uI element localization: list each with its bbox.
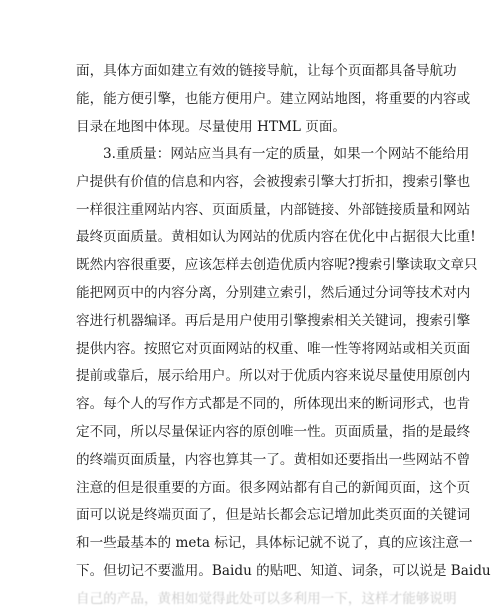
paragraph-2-line: 3.重质量：网站应当具有一定的质量，如果一个网站不能给用	[103, 146, 470, 162]
paragraph-1	[76, 58, 471, 141]
paragraph-2-line: 自己的产品，黄相如觉得此处可以多利用一下，这样才能够说明	[76, 590, 457, 607]
paragraph-2-line: 注意的但是很重要的方面。很多网站都有自己的新闻页面，这个页	[76, 479, 471, 496]
paragraph-2-line: 容。每个人的写作方式都是不同的，所体现出来的断词形式，也肯	[76, 396, 471, 413]
paragraph-1-line: 面，具体方面如建立有效的链接导航，让每个页面都具备导航功	[76, 63, 457, 79]
paragraph-2-line: 面可以说是终端页面了，但是站长都会忘记增加此类页面的关键词	[76, 507, 471, 524]
paragraph-2-line: 和一些最基本的 meta 标记，具体标记就不说了，真的应该注意一	[76, 535, 473, 552]
paragraph-1-line: 能，能方便引擎，也能方便用户。建立网站地图，将重要的内容或	[76, 90, 471, 107]
paragraph-2	[76, 141, 491, 614]
paragraph-2-line: 最终页面质量。黄相如认为网站的优质内容在优化中占据很大比重!	[76, 229, 476, 246]
paragraph-2-line: 的终端页面质量，内容也算其一了。黄相如还要指出一些网站不曾	[76, 451, 471, 468]
paragraph-2-line: 一样很注重网站内容、页面质量，内部链接、外部链接质量和网站	[76, 201, 471, 218]
paragraph-2-line: 下。但切记不要滥用。Baidu 的贴吧、知道、词条，可以说是 Baidu	[76, 562, 491, 579]
paragraph-2-line: 定不同，所以尽量保证内容的原创唯一性。页面质量，指的是最终	[76, 423, 471, 440]
paragraph-2-line: 提供内容。按照它对页面网站的权重、唯一性等将网站或相关页面	[76, 340, 471, 357]
paragraph-2-line: 提前或靠后，展示给用户。所以对于优质内容来说尽量使用原创内	[76, 368, 471, 385]
paragraph-2-line: 能把网页中的内容分离，分别建立索引，然后通过分词等技术对内	[76, 284, 471, 301]
paragraph-2-line: 户提供有价值的信息和内容，会被搜索引擎大打折扣，搜索引擎也	[76, 173, 471, 190]
paragraph-2-line: 既然内容很重要，应该怎样去创造优质内容呢?搜索引擎读取文章只	[76, 257, 478, 274]
paragraph-2-line: 容进行机器编译。再后是用户使用引擎搜索相关关键词，搜索引擎	[76, 312, 471, 329]
paragraph-1-line: 目录在地图中体现。尽量使用 HTML 页面。	[76, 118, 347, 135]
